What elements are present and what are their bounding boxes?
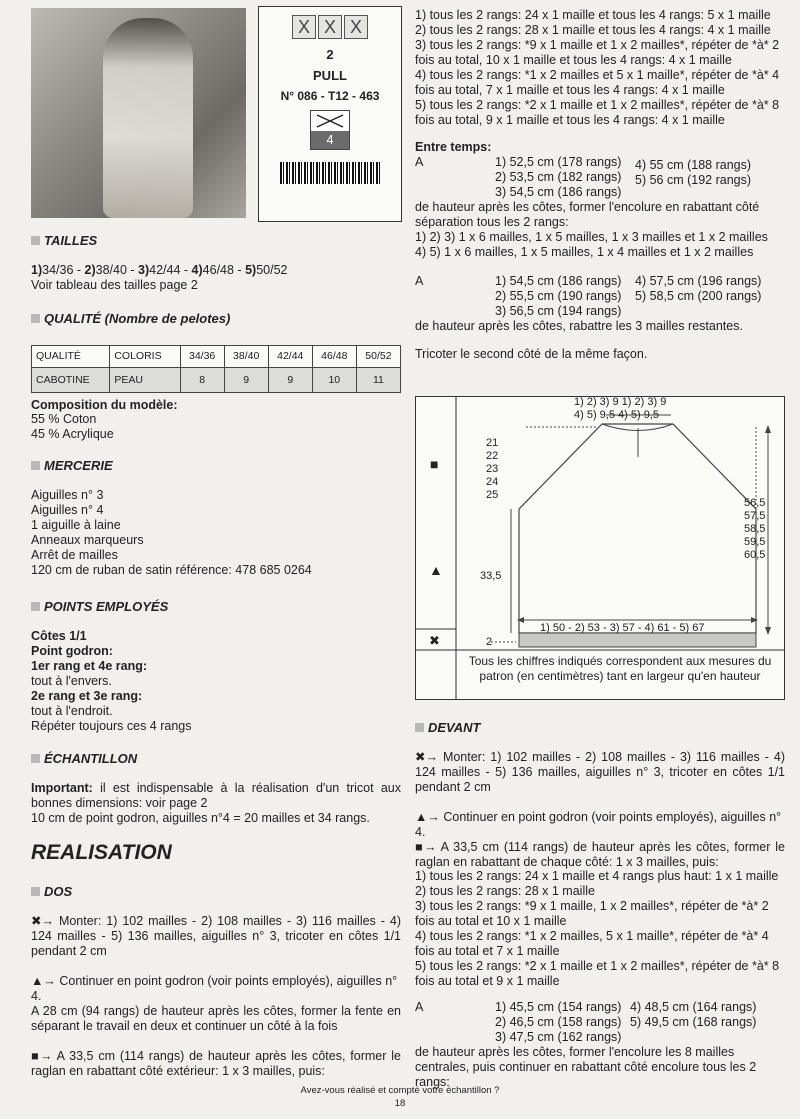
card-ref: N° 086 - T12 - 463: [280, 89, 380, 103]
table-row: [32, 368, 401, 393]
cross-marker-icon: ✖: [429, 633, 440, 648]
pattern-card: [258, 6, 402, 222]
heights-a: 1) 54,5 cm (186 rangs) 2) 55,5 cm (190 rangs) 3) 56,5 cm (194 rangs): [495, 274, 622, 318]
table-cell: QUALITÉ: [32, 346, 110, 368]
points-godron: Point godron:: [31, 644, 113, 658]
heights-b: 4) 48,5 cm (164 rangs) 5) 49,5 cm (168 rangs): [630, 1000, 757, 1029]
entre-temps: Entre temps:: [415, 140, 492, 154]
triangle-icon: ▲→: [415, 810, 444, 824]
raglan-line: 5) tous les 2 rangs: *2 x 1 maille et 1 x 2 mailles*, répéter de *à* 8 fois au total, 9 x 1 maille et tous les 4 rangs: 4 x 1 maille: [415, 98, 780, 127]
mercerie-item: Arrêt de mailles: [31, 548, 118, 562]
heights-b: 4) 57,5 cm (196 rangs) 5) 58,5 cm (200 rangs): [635, 274, 762, 303]
encolure-line: 4) 5) 1 x 6 mailles, 1 x 5 mailles, 1 x 4 mailles et 1 x 2 mailles: [415, 245, 754, 259]
yarn-table: [31, 345, 401, 393]
raglan-line: 2) tous les 2 rangs: 28 x 1 maille et tous les 4 rangs: 4 x 1 maille: [415, 23, 771, 37]
mercerie-item: 120 cm de ruban de satin référence: 478 685 0264: [31, 563, 312, 577]
heights-a: 1) 45,5 cm (154 rangs) 2) 46,5 cm (158 rangs) 3) 47,5 cm (162 rangs): [495, 1000, 622, 1044]
raglan-line: 3) tous les 2 rangs: *9 x 1 maille et 1 x 2 mailles*, répéter de *à* 2 fois au total, 10 x 1 maille et tous les 4 rangs: 4 x 1 maille: [415, 38, 780, 67]
table-cell: 34/36: [180, 346, 224, 368]
bullet-square-icon: [31, 314, 40, 323]
label-a: A: [415, 155, 424, 169]
table-cell: COLORIS: [110, 346, 180, 368]
section-points: POINTS EMPLOYÉS: [31, 599, 168, 614]
devant-paragraph: ✖→ Monter: 1) 102 mailles - 2) 108 mailles - 3) 116 mailles - 4) 124 mailles - 5) 136 mailles, aiguilles n° 3, tricoter en côtes 1/1 pendant 2 cm: [415, 750, 785, 794]
diagram-mid-label: 33,5: [480, 570, 502, 582]
table-cell: 38/40: [224, 346, 268, 368]
cross-icon: ✖→: [415, 750, 443, 764]
mercerie-item: Anneaux marqueurs: [31, 533, 144, 547]
section-devant: DEVANT: [415, 720, 480, 735]
points-r1: 1er rang et 4e rang:: [31, 659, 148, 673]
diagram-right-numbers: 56,5 57,5 58,5 59,5 60,5: [744, 497, 766, 561]
table-cell: 11: [356, 368, 400, 393]
echantillon-line: 10 cm de point godron, aiguilles n°4 = 20 mailles et 34 rangs.: [31, 811, 370, 825]
devant-paragraph: de hauteur après les côtes, former l'encolure les 8 mailles centrales, puis continuer en rabattant côté encolure tous les 2 rangs:: [415, 1045, 757, 1089]
points-repeat: Répéter toujours ces 4 rangs: [31, 719, 192, 733]
cross-icon: ✖→: [31, 914, 59, 928]
table-cell: 8: [180, 368, 224, 393]
needle-size: 4: [311, 131, 349, 149]
devant-paragraph: ■→ A 33,5 cm (114 rangs) de hauteur après les côtes, former le raglan en rabattant de chaque côté: 1 x 3 mailles, puis:: [415, 840, 785, 869]
points-r1-value: tout à l'envers.: [31, 674, 112, 688]
table-header-row: [32, 346, 401, 368]
schematic-diagram: [415, 396, 785, 700]
card-number: 2: [326, 47, 334, 62]
raglan-line: 1) tous les 2 rangs: 24 x 1 maille et tous les 4 rangs: 5 x 1 maille: [415, 8, 771, 22]
table-cell: 10: [312, 368, 356, 393]
bullet-square-icon: [31, 461, 40, 470]
echantillon-important: Important: il est indispensable à la réalisation d'un tricot aux bonnes dimensions: voir page 2: [31, 781, 401, 810]
dos-paragraph: ✖→ Monter: 1) 102 mailles - 2) 108 mailles - 3) 116 mailles - 4) 124 mailles - 5) 136 mailles, aiguilles n° 3, tricoter en côtes 1/1 pendant 2 cm: [31, 914, 401, 958]
rabattre-paragraph: de hauteur après les côtes, rabattre les 3 mailles restantes.: [415, 319, 743, 333]
sizes-note: Voir tableau des tailles page 2: [31, 278, 198, 292]
section-echantillon: ÉCHANTILLON: [31, 751, 137, 766]
section-mercerie: MERCERIE: [31, 458, 113, 473]
encolure-paragraph: de hauteur après les côtes, former l'encolure en rabattant côté séparation tous les 2 rangs:: [415, 200, 760, 229]
section-tailles: TAILLES: [31, 233, 97, 248]
table-cell: 9: [268, 368, 312, 393]
points-r2-value: tout à l'endroit.: [31, 704, 113, 718]
heights-b: 4) 55 cm (188 rangs) 5) 56 cm (192 rangs): [635, 158, 752, 187]
section-dos: DOS: [31, 884, 72, 899]
dos-paragraph: ■→ A 33,5 cm (114 rangs) de hauteur après les côtes, former le raglan en rabattant côté extérieur: 1 x 3 mailles, puis:: [31, 1049, 401, 1078]
bullet-square-icon: [415, 723, 424, 732]
diagram-two-label: 2: [486, 636, 493, 648]
bullet-square-icon: [31, 887, 40, 896]
diagram-bottom-label: 1) 50 - 2) 53 - 3) 57 - 4) 61 - 5) 67: [540, 622, 705, 634]
raglan-line: 4) tous les 2 rangs: *1 x 2 mailles et 5 x 1 maille*, répéter de *à* 4 fois au total, 7 x 1 maille et tous les 4 rangs: 4 x 1 maille: [415, 68, 780, 97]
diagram-left-numbers: 21 22 23 24 25: [486, 437, 499, 501]
devant-paragraph: ▲→ Continuer en point godron (voir points employés), aiguilles n° 4.: [415, 810, 782, 839]
triangle-marker-icon: ▲: [429, 562, 443, 578]
mercerie-item: 1 aiguille à laine: [31, 518, 121, 532]
square-marker-icon: ■: [430, 456, 439, 472]
dos-paragraph: ▲→ Continuer en point godron (voir points employés), aiguilles n° 4.: [31, 974, 398, 1003]
label-a: A: [415, 274, 424, 288]
bullet-square-icon: [31, 236, 40, 245]
x-mark-icon: X: [318, 15, 342, 39]
diagram-caption: Tous les chiffres indiqués correspondent aux mesures du patron (en centimètres) tant en largeur qu'en hauteur: [468, 654, 772, 683]
composition-title: Composition du modèle:: [31, 398, 178, 412]
encolure-line: 1) 2) 3) 1 x 6 mailles, 1 x 5 mailles, 1 x 3 mailles et 1 x 2 mailles: [415, 230, 768, 244]
model-figure: [103, 18, 193, 218]
table-cell: 50/52: [356, 346, 400, 368]
footer-question: Avez-vous réalisé et compté votre échantillon ?: [300, 1085, 500, 1096]
mercerie-item: Aiguilles n° 3: [31, 488, 104, 502]
triangle-icon: ▲→: [31, 974, 60, 988]
table-cell: 42/44: [268, 346, 312, 368]
sizes-line: 1)34/36 - 2)38/40 - 3)42/44 - 4)46/48 - 5)50/52: [31, 263, 288, 277]
table-cell: PEAU: [110, 368, 180, 393]
x-mark-icon: X: [292, 15, 316, 39]
label-a: A: [415, 1000, 424, 1014]
difficulty-marks: [259, 15, 401, 39]
diagram-top-label: 4) 5) 9,5 4) 5) 9,5: [574, 409, 659, 421]
composition-line: 55 % Coton: [31, 412, 97, 426]
section-qualite: QUALITÉ (Nombre de pelotes): [31, 311, 230, 326]
page-number: 18: [394, 1098, 406, 1109]
card-type: PULL: [313, 68, 347, 83]
model-photo: [31, 8, 246, 218]
needle-icon: [310, 110, 350, 150]
points-cotes: Côtes 1/1: [31, 629, 87, 643]
table-cell: CABOTINE: [32, 368, 110, 393]
second-side: Tricoter le second côté de la même façon.: [415, 347, 648, 361]
table-cell: 46/48: [312, 346, 356, 368]
table-cell: 9: [224, 368, 268, 393]
bullet-square-icon: [31, 602, 40, 611]
x-mark-icon: X: [344, 15, 368, 39]
raglan-list: [415, 8, 785, 128]
points-r2: 2e rang et 3e rang:: [31, 689, 143, 703]
barcode-icon: [280, 162, 380, 184]
square-icon: ■→: [31, 1049, 57, 1063]
diagram-top-label: 1) 2) 3) 9 1) 2) 3) 9: [574, 396, 667, 408]
realisation-title: REALISATION: [31, 841, 172, 864]
heights-a: 1) 52,5 cm (178 rangs) 2) 53,5 cm (182 rangs) 3) 54,5 cm (186 rangs): [495, 155, 622, 199]
mercerie-item: Aiguilles n° 4: [31, 503, 104, 517]
devant-list: 1) tous les 2 rangs: 24 x 1 maille et 4 rangs plus haut: 1 x 1 maille 2) tous les 2 rangs: 28 x 1 maille 3) tous les 2 rangs: *9 x 1 maille, 1 x 2 mailles*, répéter de *à* 2 fois au total et 10 x 1 maille 4) tous les 2 rangs: *1 x 2 mailles, 5 x 1 maille*, répéter de *à* 4 fois au total et 7 x 1 maille 5) tous les 2 rangs: *2 x 1 maille et 1 x 2 mailles*, répéter de *à* 8 fois au total et 9 x 1 maille: [415, 869, 780, 988]
composition-line: 45 % Acrylique: [31, 427, 114, 441]
bullet-square-icon: [31, 754, 40, 763]
dos-paragraph: A 28 cm (94 rangs) de hauteur après les côtes, former la fente en séparant le travail en deux et continuer un côté à la fois: [31, 1004, 401, 1033]
square-icon: ■→: [415, 840, 441, 854]
